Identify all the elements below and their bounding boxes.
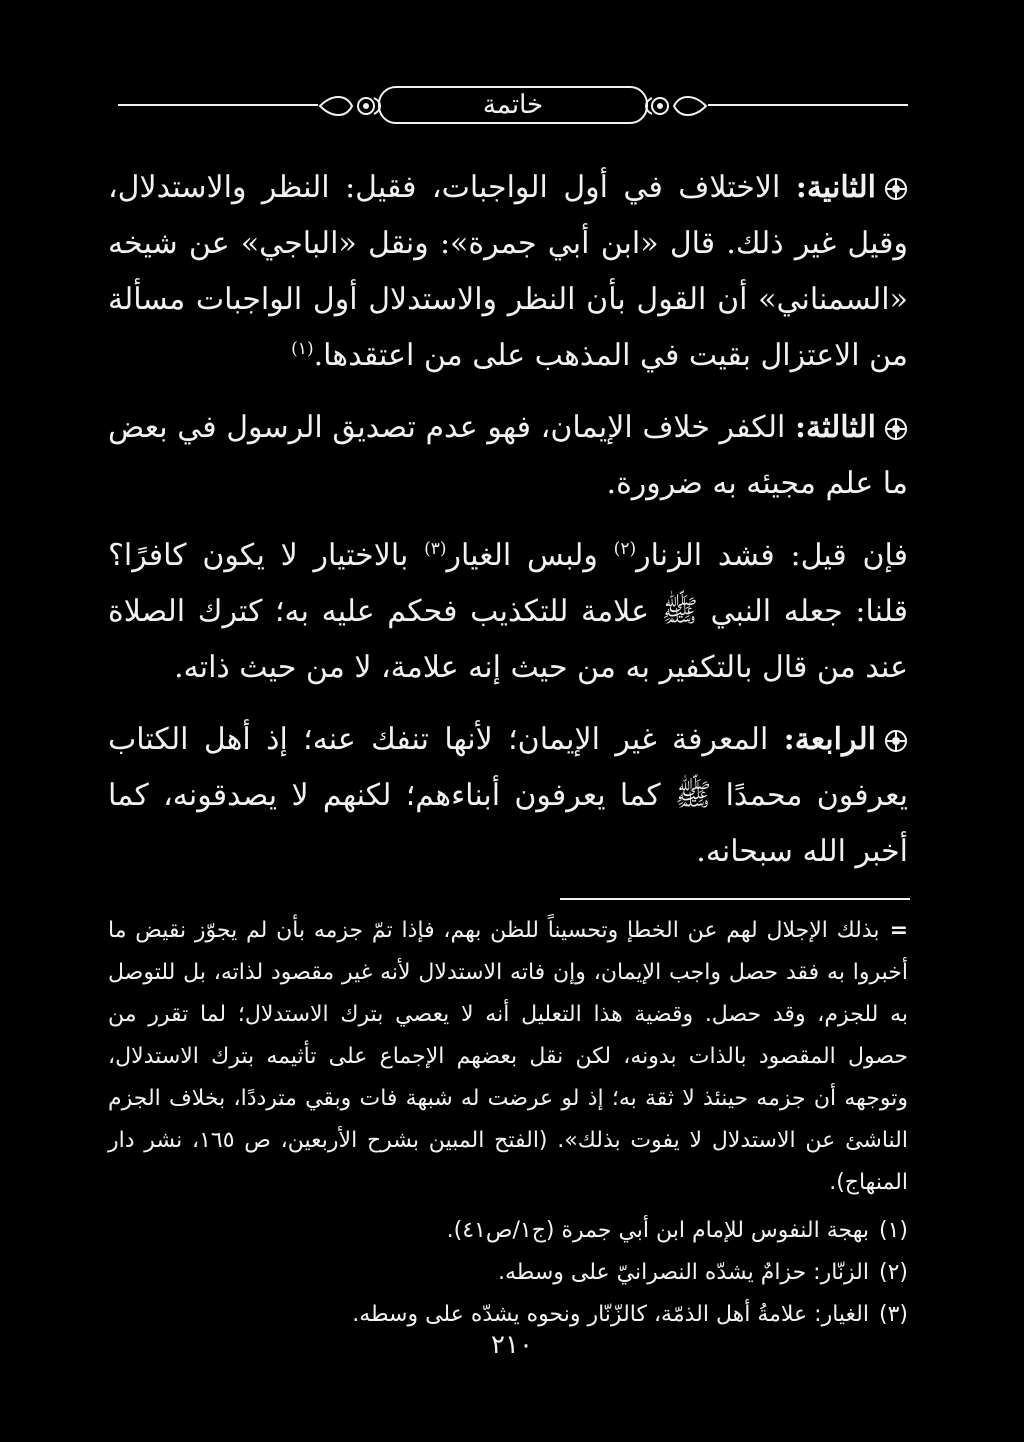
paragraph-third: [108, 400, 908, 512]
paragraph-text: الاختلاف في أول الواجبات، فقيل: النظر والاستدلال، وقيل غير ذلك. قال «ابن أبي جمرة»: ونقل «الباجي» عن شيخه «السمناني» أن القول بأن النظر والاستدلال أول الواجبات مسألة من الاعتزال بقيت في المذهب على من اعتقدها.: [108, 170, 908, 373]
footnote-text: الزنّار: حزامٌ يشدّه النصرانيّ على وسطه.: [498, 1260, 869, 1285]
footnotes: [108, 910, 908, 1336]
flower-icon: [884, 177, 908, 201]
header-title: خاتمة: [378, 86, 648, 124]
objection-text: فإن قيل: فشد الزنار: [636, 538, 909, 573]
footnote-item: [108, 1252, 908, 1294]
footnote-ref: (٣): [424, 539, 447, 559]
footnote-ref: (١): [291, 339, 314, 359]
answer-text: قلنا: جعله النبي ﷺ علامة للتكذيب فحكم عليه به؛ كترك الصلاة عند من قال بالتكفير به من حيث إنه علامة، لا من حيث ذاته.: [108, 594, 908, 685]
footnote-continuation: [108, 910, 908, 1204]
paragraph-text: المعرفة غير الإيمان؛ لأنها تنفك عنه؛ إذ أهل الكتاب يعرفون محمدًا ﷺ كما يعرفون أبناءهم؛ لكنهم لا يصدقونه، كما أخبر الله سبحانه.: [108, 722, 908, 869]
paragraph-lead: الرابعة:: [783, 722, 876, 757]
footnote-number: (٣): [878, 1302, 908, 1327]
objection-text: ولبس الغيار: [446, 538, 598, 573]
paragraph-lead: الثالثة:: [794, 410, 876, 445]
footnote-number: (١): [878, 1218, 908, 1243]
footnote-ref: (٢): [613, 539, 637, 559]
flower-icon: [884, 729, 908, 753]
page-number: ٢١٠: [491, 1330, 533, 1360]
paragraph-fourth: [108, 712, 908, 880]
footnote-separator: [560, 898, 910, 900]
paragraph-objection: [108, 528, 908, 696]
ornament-right-icon: [638, 92, 708, 120]
page-header: [118, 82, 908, 130]
header-rule-left: [118, 104, 318, 106]
paragraph-second: [108, 160, 908, 384]
objection-text: بالاختيار لا يكون كافرًا؟: [108, 538, 409, 573]
paragraph-lead: الثانية:: [795, 170, 876, 205]
footnote-text: الغيار: علامةُ أهل الذمّة، كالزّنّار ونحوه يشدّه على وسطه.: [352, 1302, 869, 1327]
paragraph-text: الكفر خلاف الإيمان، فهو عدم تصديق الرسول في بعض ما علم مجيئه به ضرورة.: [108, 410, 908, 501]
continuation-mark: =: [889, 918, 908, 943]
flower-icon: [884, 417, 908, 441]
continuation-text: بذلك الإجلال لهم عن الخطإ وتحسيناً للظن بهم، فإذا تمّ جزمه بأن لم يجوّز نقيض ما أخبروا به فقد حصل واجب الإيمان، وإن فاته الاستدلال لأنه غير مقصود لذاته، بل للتوصل به للجزم، وقد حصل. وقضية هذا التعليل أنه لا يعصي بترك الاستدلال؛ لما تقرر من حصول المقصود بالذات بدونه، لكن نقل بعضهم الإجماع على تأثيمه بترك الاستدلال، وتوجهه أن جزمه حينئذ لا ثقة به؛ إذ لو عرضت له شبهة فات وبقي مترددًا، بخلاف الجزم الناشئ عن الاستدلال لا يفوت بذلك». (الفتح المبين بشرح الأربعين، ص ١٦٥، نشر دار المنهاج).: [108, 918, 908, 1195]
header-rule-right: [708, 104, 908, 106]
main-text: [108, 160, 908, 896]
footnote-number: (٢): [878, 1260, 908, 1285]
footnote-text: بهجة النفوس للإمام ابن أبي جمرة (ج١/ص٤١).: [446, 1218, 869, 1243]
footnote-item: [108, 1210, 908, 1252]
